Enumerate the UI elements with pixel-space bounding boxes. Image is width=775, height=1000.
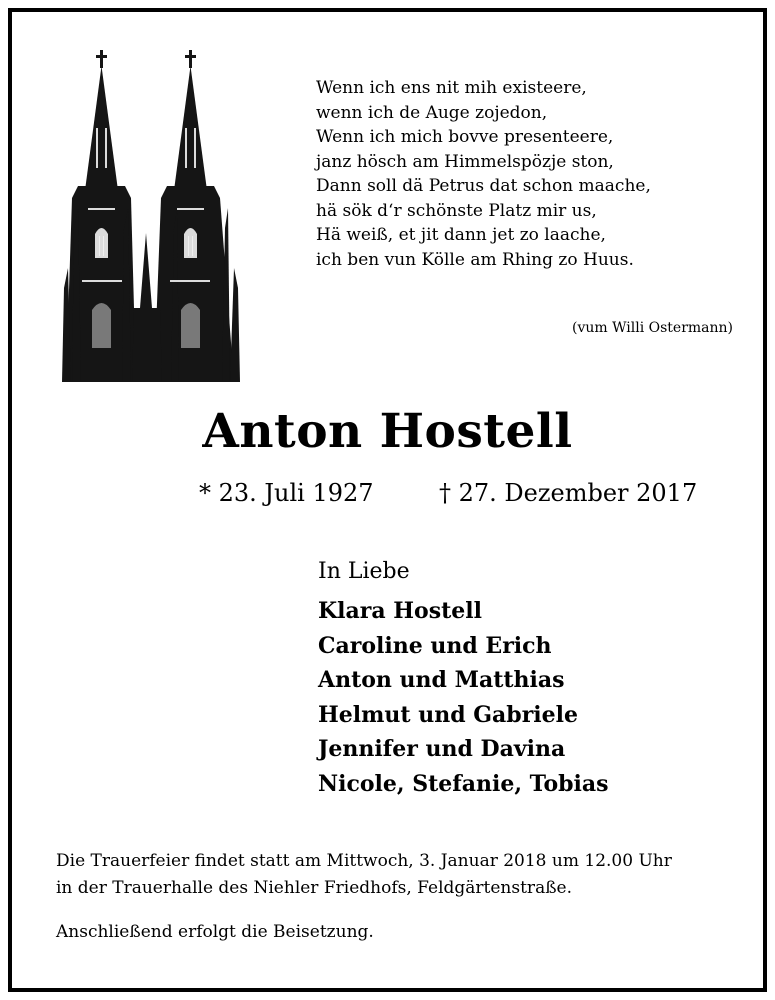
mourner-name: Jennifer und Davina <box>318 736 566 762</box>
mourner-name: Nicole, Stefanie, Tobias <box>318 770 609 797</box>
burial-note: Anschließend erfolgt die Beisetzung. <box>56 922 374 942</box>
mourner-name: Klara Hostell <box>318 598 482 624</box>
death-date: † 27. Dezember 2017 <box>439 479 698 507</box>
poem-line: hä sök d‘r schönste Platz mir us, <box>316 200 597 221</box>
poem-line: Wenn ich ens nit mih existeere, <box>316 78 587 98</box>
birth-date: * 23. Juli 1927 <box>199 479 374 507</box>
funeral-line: Die Trauerfeier findet statt am Mittwoch, 3. Januar 2018 um 12.00 Uhr <box>56 851 672 871</box>
mourner-name: Helmut und Gabriele <box>318 701 578 728</box>
funeral-details <box>56 848 736 902</box>
poem-line: Wenn ich mich bovve presenteere, <box>316 127 614 147</box>
mourners-list <box>318 594 609 801</box>
mourner-name: Anton und Matthias <box>318 667 565 693</box>
mourners-intro: In Liebe <box>318 559 410 584</box>
poem-line: janz hösch am Himmelspözje ston, <box>316 151 614 172</box>
poem-credit: (vum Willi Ostermann) <box>572 320 733 336</box>
poem-line: wenn ich de Auge zojedon, <box>316 102 548 123</box>
cologne-cathedral-icon <box>58 48 248 382</box>
mourner-name: Caroline und Erich <box>318 632 552 659</box>
funeral-line: in der Trauerhalle des Niehler Friedhofs, Feldgärtenstraße. <box>56 878 573 898</box>
poem <box>316 76 736 272</box>
poem-line: Hä weiß, et jit dann jet zo laache, <box>316 225 606 245</box>
deceased-name: Anton Hostell <box>202 404 573 459</box>
poem-line: Dann soll dä Petrus dat schon maache, <box>316 176 651 196</box>
poem-line: ich ben vun Kölle am Rhing zo Huus. <box>316 249 634 270</box>
obituary-notice <box>8 8 767 992</box>
